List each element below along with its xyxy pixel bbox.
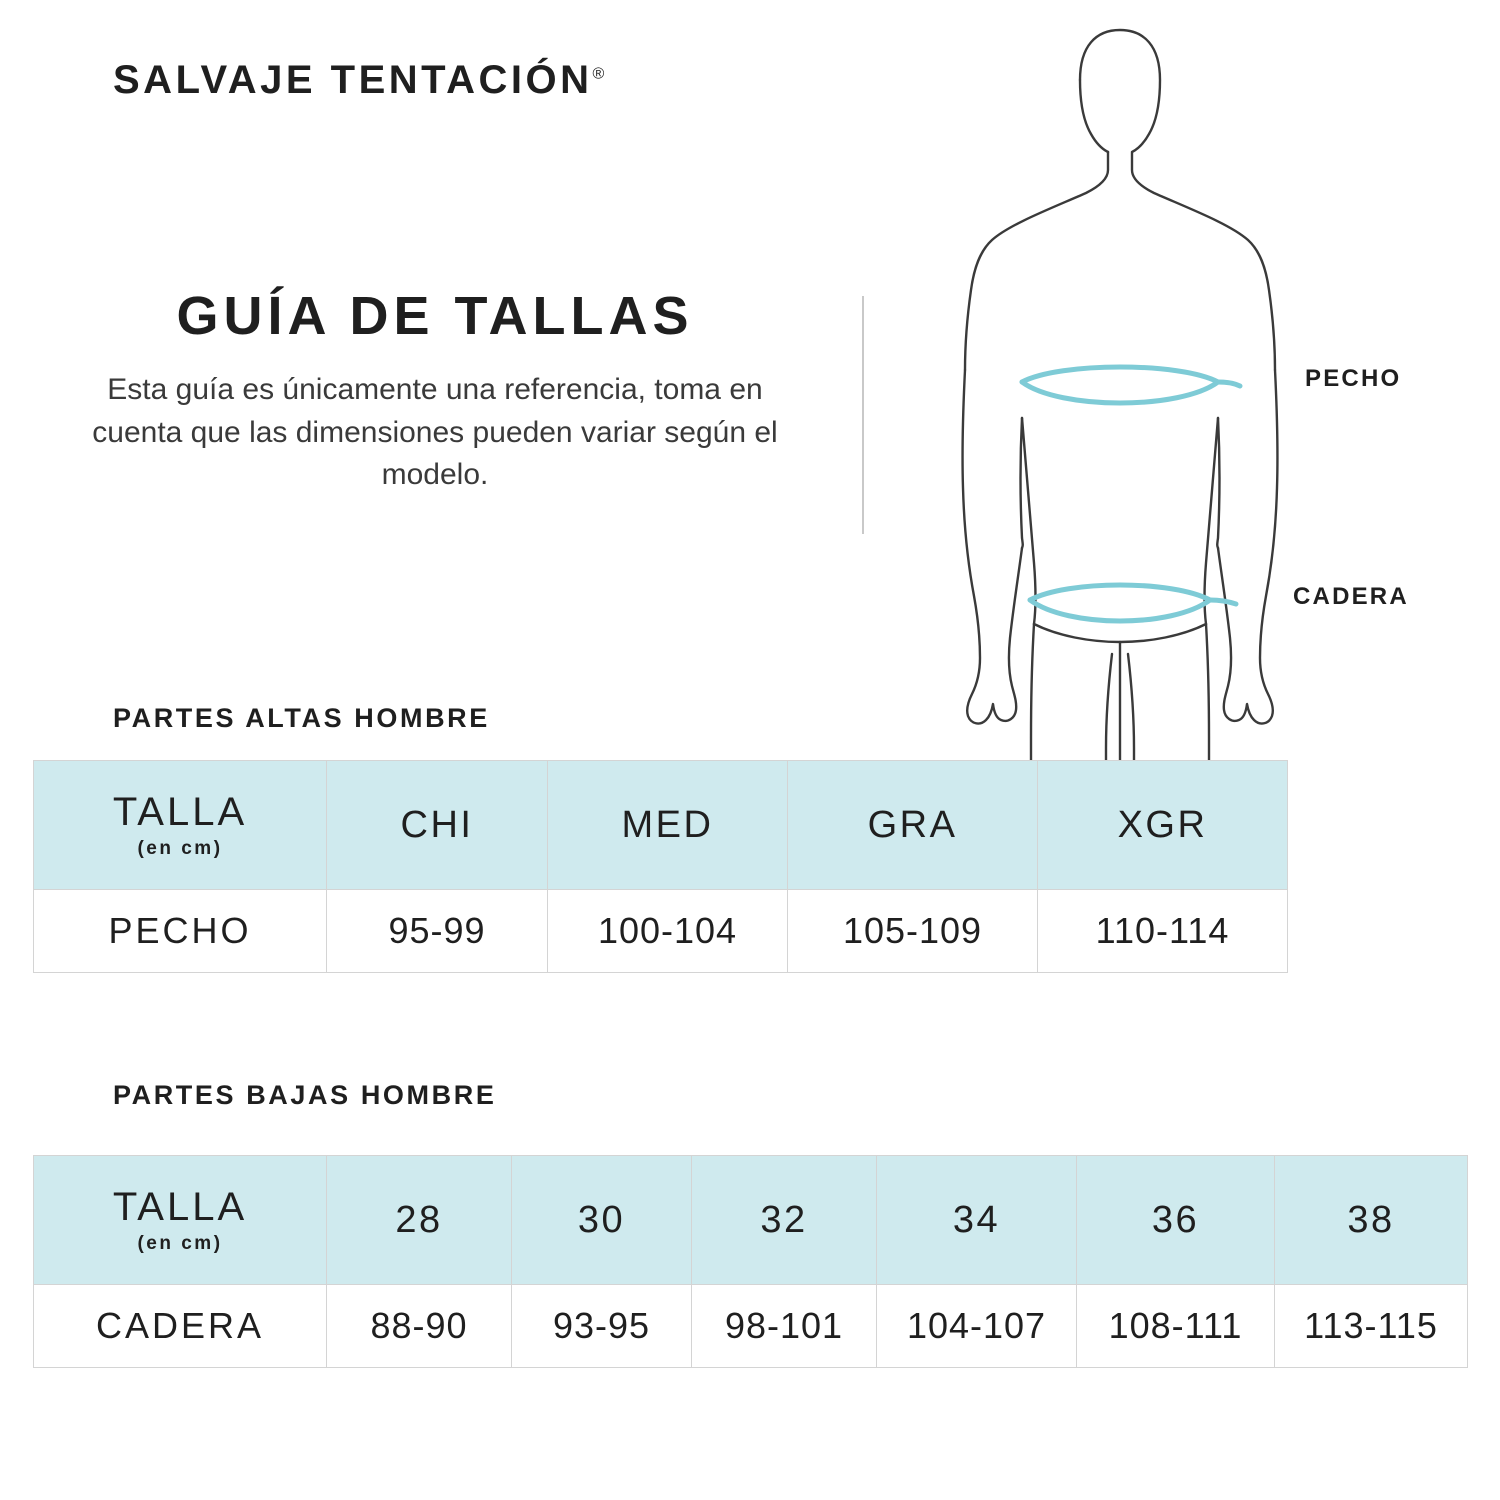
cell-cadera-28: 88-90 xyxy=(327,1285,512,1368)
header-talla-label: TALLA xyxy=(112,1185,248,1230)
cell-cadera-38: 113-115 xyxy=(1275,1285,1468,1368)
male-body-outline-icon xyxy=(930,18,1310,778)
size-table-bajas xyxy=(33,1155,1468,1368)
cell-pecho-med: 100-104 xyxy=(548,890,788,973)
header-size-gra: GRA xyxy=(788,761,1038,890)
header-size-30: 30 xyxy=(512,1156,692,1285)
header-size-36: 36 xyxy=(1077,1156,1275,1285)
header-size-34: 34 xyxy=(877,1156,1077,1285)
section-title-altas: PARTES ALTAS HOMBRE xyxy=(113,703,490,733)
cell-cadera-34: 104-107 xyxy=(877,1285,1077,1368)
body-figure xyxy=(930,18,1310,778)
cell-pecho-xgr: 110-114 xyxy=(1038,890,1288,973)
header-size-xgr: XGR xyxy=(1038,761,1288,890)
cell-cadera-32: 98-101 xyxy=(692,1285,877,1368)
table-header-row xyxy=(34,761,1288,890)
header-talla-unit: (en cm) xyxy=(137,838,223,860)
row-label-pecho: PECHO xyxy=(34,890,327,973)
header-talla xyxy=(34,1156,327,1285)
section-title-bajas: PARTES BAJAS HOMBRE xyxy=(113,1080,497,1110)
cell-pecho-gra: 105-109 xyxy=(788,890,1038,973)
vertical-divider xyxy=(862,296,864,534)
brand-name: SALVAJE TENTACIÓN xyxy=(113,58,593,102)
intro-block xyxy=(75,285,795,497)
header-size-32: 32 xyxy=(692,1156,877,1285)
row-label-cadera: CADERA xyxy=(34,1285,327,1368)
header-talla-unit: (en cm) xyxy=(137,1233,223,1255)
table-row xyxy=(34,890,1288,973)
header-size-38: 38 xyxy=(1275,1156,1468,1285)
page-title: GUÍA DE TALLAS xyxy=(176,286,694,346)
header-size-28: 28 xyxy=(327,1156,512,1285)
brand-title xyxy=(113,58,604,103)
chest-label: PECHO xyxy=(1305,365,1402,392)
cell-cadera-30: 93-95 xyxy=(512,1285,692,1368)
intro-description: Esta guía es únicamente una referencia, toma en cuenta que las dimensiones pueden variar según el modelo. xyxy=(92,373,778,492)
registered-mark: ® xyxy=(592,65,605,83)
cell-cadera-36: 108-111 xyxy=(1077,1285,1275,1368)
cell-pecho-chi: 95-99 xyxy=(327,890,548,973)
size-table-altas xyxy=(33,760,1288,973)
table-row xyxy=(34,1285,1468,1368)
header-talla-label: TALLA xyxy=(112,790,248,835)
table-header-row xyxy=(34,1156,1468,1285)
header-size-med: MED xyxy=(548,761,788,890)
header-talla xyxy=(34,761,327,890)
header-size-chi: CHI xyxy=(327,761,548,890)
hip-label: CADERA xyxy=(1293,583,1409,610)
